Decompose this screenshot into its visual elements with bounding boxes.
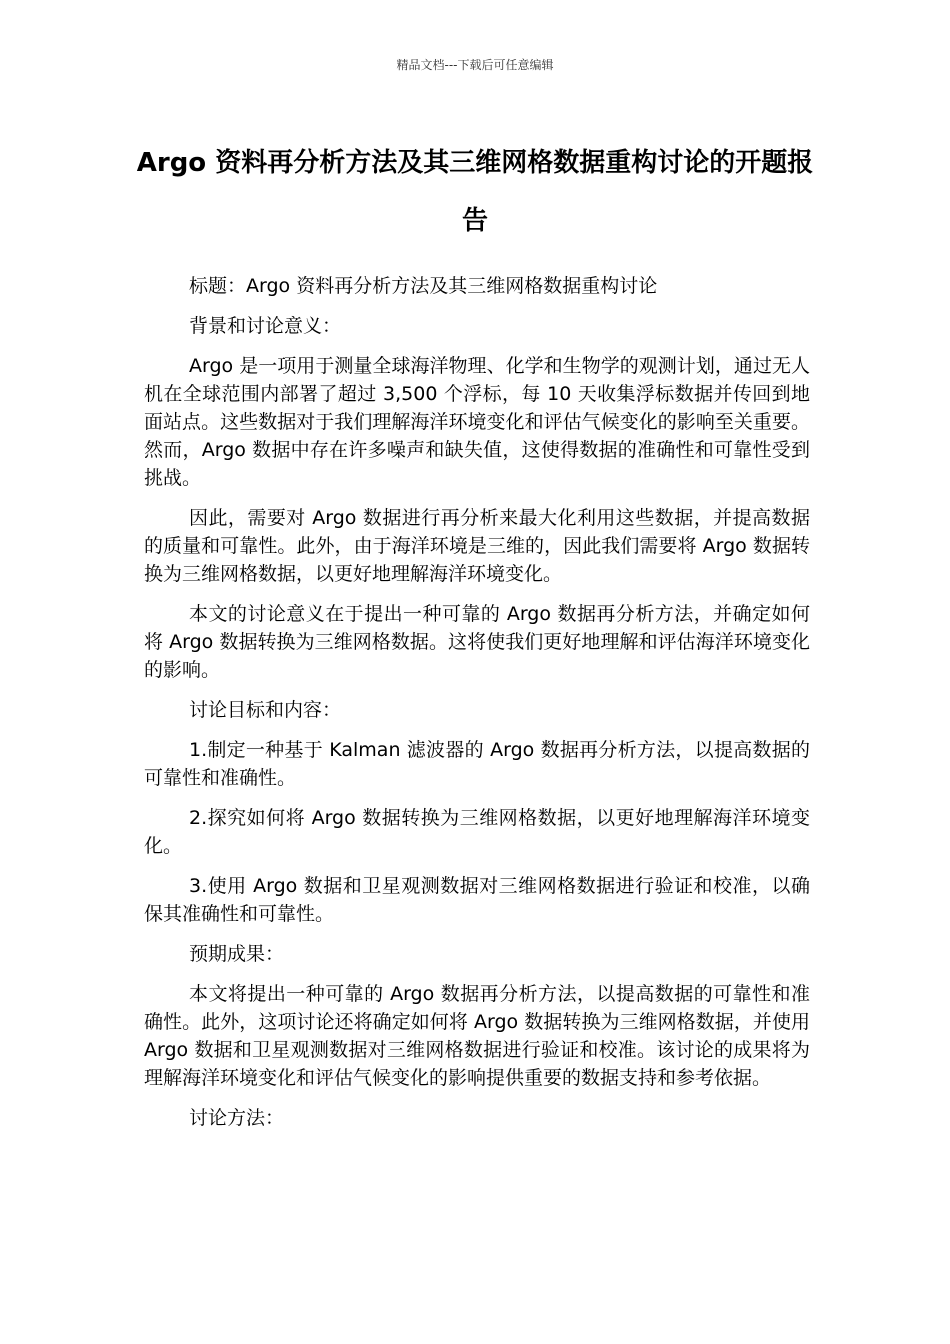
background-paragraph-3: 本文的讨论意义在于提出一种可靠的 Argo 数据再分析方法，并确定如何将 Argo 数据转换为三维网格数据。这将使我们更好地理解和评估海洋环境变化的影响。 [144,603,810,681]
document-body [144,272,810,1144]
section-heading-objectives: 讨论目标和内容： [189,699,342,721]
objective-item-3: 3.使用 Argo 数据和卫星观测数据对三维网格数据进行验证和校准，以确保其准确性和可靠性。 [144,875,810,925]
objective-item-1: 1.制定一种基于 Kalman 滤波器的 Argo 数据再分析方法，以提高数据的可靠性和准确性。 [144,739,810,789]
section-heading-methods: 讨论方法： [189,1107,285,1129]
page-header-watermark: 精品文档---下载后可任意编辑 [396,58,554,72]
section-heading-outcomes: 预期成果： [189,943,285,965]
objective-item-2: 2.探究如何将 Argo 数据转换为三维网格数据，以更好地理解海洋环境变化。 [144,807,810,857]
subject-line: 标题：Argo 资料再分析方法及其三维网格数据重构讨论 [189,275,658,297]
outcomes-paragraph: 本文将提出一种可靠的 Argo 数据再分析方法，以提高数据的可靠性和准确性。此外，这项讨论还将确定如何将 Argo 数据转换为三维网格数据，并使用 Argo 数据和卫星观测数据对三维网格数据进行验证和校准。该讨论的成果将为理解海洋环境变化和评估气候变化的影响提供重要的数据支持和参考依据。 [144,983,810,1089]
background-paragraph-2: 因此，需要对 Argo 数据进行再分析来最大化利用这些数据，并提高数据的质量和可靠性。此外，由于海洋环境是三维的，因此我们需要将 Argo 数据转换为三维网格数据，以更好地理解海洋环境变化。 [144,507,810,585]
background-paragraph-1: Argo 是一项用于测量全球海洋物理、化学和生物学的观测计划，通过无人机在全球范围内部署了超过 3,500 个浮标，每 10 天收集浮标数据并传回到地面站点。这些数据对于我们理解海洋环境变化和评估气候变化的影响至关重要。然而，Argo 数据中存在许多噪声和缺失值，这使得数据的准确性和可靠性受到挑战。 [144,355,810,489]
document-title: Argo 资料再分析方法及其三维网格数据重构讨论的开题报告 [136,148,814,236]
section-heading-background: 背景和讨论意义： [189,315,342,337]
